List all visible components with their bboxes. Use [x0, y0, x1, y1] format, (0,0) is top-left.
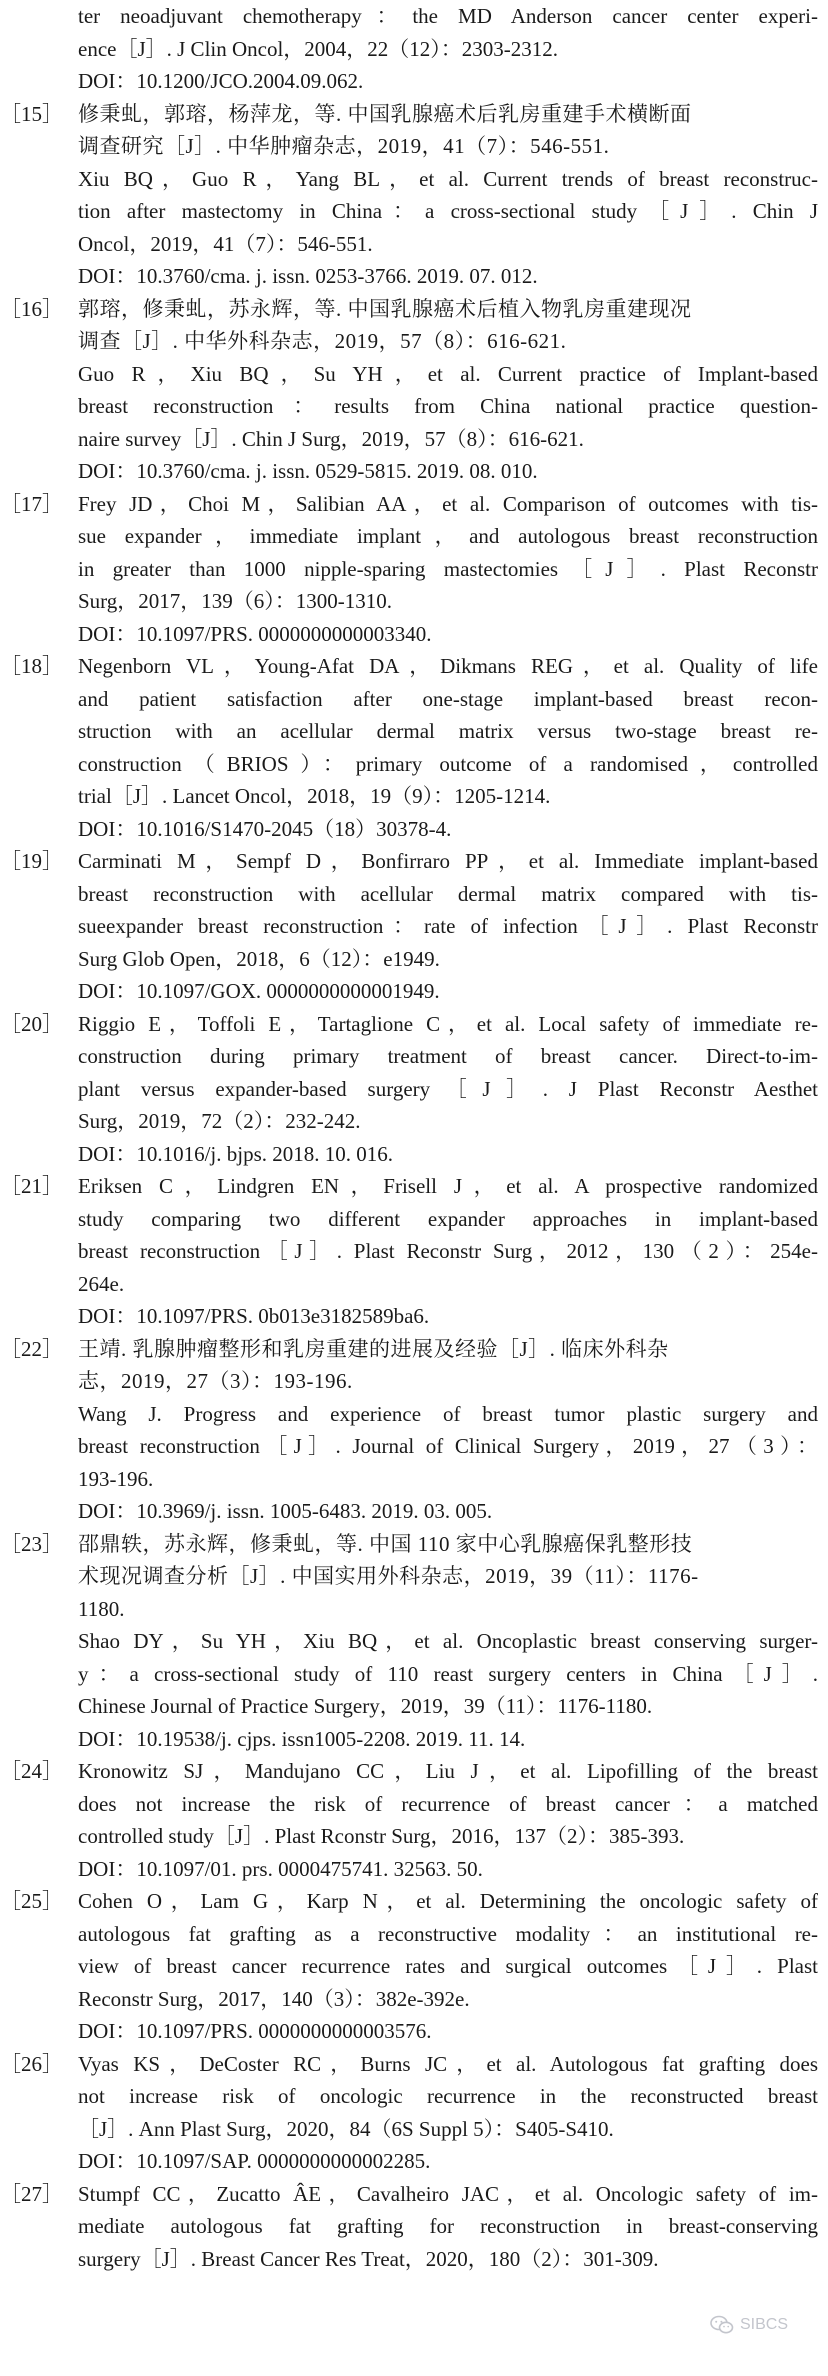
reference-line: breast reconstruction with acellular dermal matrix compared with tis-: [78, 881, 818, 906]
reference-line: ［J］. Ann Plast Surg，2020，84（6S Suppl 5）：S405-S410.: [78, 2116, 614, 2141]
reference-line: view of breast cancer recurrence rates and surgical outcomes［J］. Plast: [78, 1954, 818, 1978]
reference-text: [78, 2048, 818, 2178]
reference-line: and patient satisfaction after one-stage implant-based breast recon-: [78, 686, 818, 711]
reference-line: 郭瑢，修秉虬，苏永辉，等. 中国乳腺癌术后植入物乳房重建现况: [78, 296, 692, 321]
reference-line: y：a cross-sectional study of 110 reast surgery centers in China［J］.: [78, 1661, 818, 1686]
reference-item: [0, 1333, 818, 1528]
reference-number: ［24］: [0, 1759, 63, 1783]
reference-number: ［22］: [0, 1336, 63, 1361]
reference-line: study comparing two different expander approaches in implant-based: [78, 1206, 818, 1231]
reference-line: tion after mastectomy in China：a cross-sectional study［J］. Chin J: [78, 199, 818, 223]
watermark: [710, 2315, 788, 2335]
reference-line: DOI：10.1200/JCO.2004.09.062.: [78, 69, 364, 93]
reference-text: [78, 2178, 818, 2276]
reference-line: Carminati M，Sempf D，Bonfirraro PP，et al. Immediate implant-based: [78, 849, 818, 873]
reference-line: in greater than 1000 nipple-sparing mastectomies［J］. Plast Reconstr: [78, 556, 818, 581]
reference-line: DOI：10.1097/PRS. 0b013e3182589ba6.: [78, 1304, 430, 1328]
reference-item: [0, 98, 818, 293]
reference-text: [78, 488, 818, 651]
reference-text: [78, 1528, 818, 1756]
reference-line: DOI：10.1097/01. prs. 0000475741. 32563. 50.: [78, 1856, 483, 1881]
reference-text: [78, 1333, 818, 1528]
reference-line: struction with an acellular dermal matrix versus two-stage breast re-: [78, 719, 818, 743]
reference-number: ［27］: [0, 2181, 63, 2206]
reference-item: [0, 1885, 818, 2048]
reference-number: ［23］: [0, 1531, 63, 1556]
reference-item: [0, 2178, 818, 2276]
reference-line: plant versus expander-based surgery［J］. J Plast Reconstr Aesthet: [78, 1076, 818, 1101]
reference-number: ［26］: [0, 2051, 63, 2076]
reference-number: ［18］: [0, 654, 63, 678]
reference-line: Surg，2019，72（2）：232-242.: [78, 1109, 361, 1133]
reference-line: DOI：10.1097/GOX. 0000000000001949.: [78, 979, 440, 1003]
reference-line: DOI：10.1097/SAP. 0000000000002285.: [78, 2149, 431, 2173]
reference-text: [78, 293, 818, 488]
reference-line: surgery［J］. Breast Cancer Res Treat，2020，180（2）：301-309.: [78, 2246, 659, 2271]
reference-number: ［16］: [0, 296, 63, 321]
reference-line: 邵鼎轶，苏永辉，修秉虬，等. 中国 110 家中心乳腺癌保乳整形技: [78, 1531, 693, 1556]
reference-line: ter neoadjuvant chemotherapy：the MD Anderson cancer center experi-: [78, 4, 818, 28]
reference-line: DOI：10.1016/j. bjps. 2018. 10. 016.: [78, 1141, 393, 1166]
reference-line: Wang J. Progress and experience of breast tumor plastic surgery and: [78, 1401, 818, 1426]
reference-line: Surg，2017，139（6）：1300-1310.: [78, 589, 393, 613]
reference-line: 1180.: [78, 1596, 125, 1621]
reference-line: 术现况调查分析［J］. 中国实用外科杂志，2019，39（11）：1176-: [78, 1564, 699, 1588]
reference-list: [0, 98, 818, 2276]
reference-line: DOI：10.19538/j. cjps. issn1005-2208. 2019. 11. 14.: [78, 1726, 526, 1751]
reference-line: Cohen O，Lam G，Karp N，et al. Determining the oncologic safety of: [78, 1889, 818, 1913]
reference-line: 264e.: [78, 1271, 125, 1296]
reference-line: Vyas KS，DeCoster RC，Burns JC，et al. Autologous fat grafting does: [78, 2051, 818, 2076]
reference-line: Oncol，2019，41（7）：546-551.: [78, 231, 373, 256]
reference-line: breast reconstruction［J］. Plast Reconstr Surg，2012，130（2）：254e-: [78, 1239, 818, 1263]
reference-text: [78, 650, 818, 845]
reference-item: [0, 488, 818, 651]
reference-text: [78, 845, 818, 1008]
reference-number: ［15］: [0, 101, 63, 126]
watermark-text: SIBCS: [739, 2316, 788, 2333]
reference-line: Eriksen C，Lindgren EN，Frisell J，et al. A prospective randomized: [78, 1174, 818, 1198]
reference-line: DOI：10.1097/PRS. 0000000000003576.: [78, 2019, 432, 2043]
reference-line: trial［J］. Lancet Oncol，2018，19（9）：1205-1214.: [78, 784, 551, 808]
reference-line: Frey JD，Choi M，Salibian AA，et al. Comparison of outcomes with tis-: [78, 491, 818, 516]
wechat-icon: [710, 2315, 734, 2335]
reference-line: Shao DY，Su YH，Xiu BQ，et al. Oncoplastic breast conserving surger-: [78, 1629, 818, 1653]
reference-line: mediate autologous fat grafting for reconstruction in breast-conserving: [78, 2214, 818, 2238]
reference-line: Kronowitz SJ，Mandujano CC，Liu J，et al. Lipofilling of the breast: [78, 1759, 818, 1783]
reference-number: ［21］: [0, 1174, 63, 1198]
reference-item: [0, 650, 818, 845]
reference-line: breast reconstruction［J］. Journal of Clinical Surgery，2019，27（3）：: [78, 1434, 818, 1458]
reference-number: ［17］: [0, 491, 63, 516]
reference-text: [78, 1008, 818, 1171]
reference-number: ［19］: [0, 849, 63, 873]
reference-item: [0, 1008, 818, 1171]
reference-number: ［20］: [0, 1011, 63, 1036]
reference-text: [78, 1755, 818, 1885]
reference-line: 调查研究［J］. 中华肿瘤杂志，2019，41（7）：546-551.: [78, 134, 610, 158]
reference-line: construction during primary treatment of breast cancer. Direct-to-im-: [78, 1044, 818, 1068]
reference-line: autologous fat grafting as a reconstructive modality：an institutional re-: [78, 1921, 818, 1946]
reference-line: Chinese Journal of Practice Surgery，2019，39（11）：1176-1180.: [78, 1694, 653, 1718]
reference-text: [78, 1170, 818, 1333]
reference-line: breast reconstruction：results from China national practice question-: [78, 394, 818, 418]
reference-line: construction（BRIOS）：primary outcome of a randomised，controlled: [78, 751, 818, 776]
reference-line: controlled study［J］. Plast Rconstr Surg，2016，137（2）：385-393.: [78, 1824, 685, 1848]
reference-line: DOI：10.3969/j. issn. 1005-6483. 2019. 03. 005.: [78, 1499, 493, 1523]
reference-line: 王靖. 乳腺肿瘤整形和乳房重建的进展及经验［J］. 临床外科杂: [78, 1336, 669, 1361]
reference-text: [78, 98, 818, 293]
reference-line: Surg Glob Open，2018，6（12）：e1949.: [78, 946, 440, 971]
reference-line: DOI：10.3760/cma. j. issn. 0253-3766. 2019. 07. 012.: [78, 264, 538, 288]
reference-line: Negenborn VL，Young-Afat DA，Dikmans REG，et al. Quality of life: [78, 654, 818, 678]
reference-number: ［25］: [0, 1889, 63, 1913]
reference-item: [0, 1755, 818, 1885]
reference-line: 志，2019，27（3）：193-196.: [78, 1369, 353, 1393]
reference-line: DOI：10.1016/S1470-2045（18）30378-4.: [78, 816, 452, 841]
reference-line: naire survey［J］. Chin J Surg，2019，57（8）：616-621.: [78, 426, 584, 451]
reference-line: Xiu BQ，Guo R，Yang BL，et al. Current trends of breast reconstruc-: [78, 166, 818, 191]
reference-line: Stumpf CC，Zucatto ÂE，Cavalheiro JAC，et al. Oncologic safety of im-: [78, 2181, 818, 2206]
reference-line: DOI：10.3760/cma. j. issn. 0529-5815. 2019. 08. 010.: [78, 459, 538, 483]
reference-line: Guo R，Xiu BQ，Su YH，et al. Current practice of Implant-based: [78, 361, 818, 386]
reference-line: sueexpander breast reconstruction：rate of infection［J］. Plast Reconstr: [78, 914, 818, 938]
reference-item: [0, 845, 818, 1008]
reference-line: ence［J］. J Clin Oncol，2004，22（12）：2303-2312.: [78, 36, 559, 61]
reference-line: Reconstr Surg，2017，140（3）：382e-392e.: [78, 1986, 470, 2011]
reference-line: 修秉虬，郭瑢，杨萍龙，等. 中国乳腺癌术后乳房重建手术横断面: [78, 101, 692, 126]
reference-line: not increase risk of oncologic recurrence in the reconstructed breast: [78, 2084, 818, 2108]
reference-item: [0, 1170, 818, 1333]
reference-item: [0, 2048, 818, 2178]
continued-reference: [0, 0, 818, 98]
reference-text: [78, 1885, 818, 2048]
reference-item: [0, 293, 818, 488]
reference-line: 193-196.: [78, 1466, 154, 1491]
reference-item: [0, 1528, 818, 1756]
reference-line: DOI：10.1097/PRS. 0000000000003340.: [78, 621, 432, 646]
reference-line: sue expander，immediate implant，and autologous breast reconstruction: [78, 524, 818, 548]
reference-line: does not increase the risk of recurrence of breast cancer：a matched: [78, 1791, 818, 1816]
reference-line: Riggio E，Toffoli E，Tartaglione C，et al. Local safety of immediate re-: [78, 1011, 818, 1036]
reference-line: 调查［J］. 中华外科杂志，2019，57（8）：616-621.: [78, 329, 567, 353]
